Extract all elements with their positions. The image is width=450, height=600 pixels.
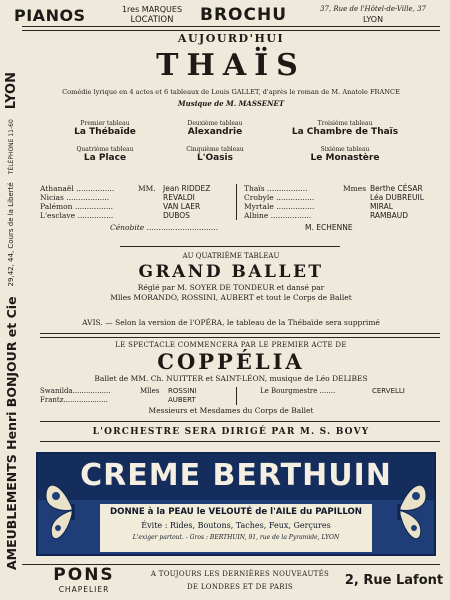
orchestra-divider-top [40, 421, 440, 422]
ad-creme-berthuin [36, 452, 436, 556]
tableau-5: Cinquième tableau L'Oasis [186, 146, 244, 163]
coppelia-mlles-label: Mlles [140, 387, 160, 395]
actor-aubert: AUBERT [168, 396, 196, 404]
header-address: 37, Rue de l'Hôtel-de-Ville, 37 [319, 5, 427, 13]
strip-address: 29,42, 44, Cours de la Liberté [7, 182, 15, 287]
role-albine: Albine ................. [244, 211, 312, 220]
header-pianos: PIANOS [14, 6, 86, 25]
ad-creme-title: CREME BERTHUIN [80, 458, 392, 493]
role-cenobite: Cénobite .............................. [110, 223, 219, 232]
role-myrtale: Myrtale ................ [244, 202, 315, 211]
header-brochu: BROCHU [200, 5, 288, 25]
header-marques: 1res MARQUES [121, 5, 183, 14]
actor-cervelli: CERVELLI [372, 387, 405, 395]
left-strip [0, 28, 22, 576]
coppelia-corps: Messieurs et Mesdames du Corps de Ballet [148, 406, 314, 415]
title-thais: THAÏS [156, 48, 306, 83]
coppelia-divider [40, 333, 440, 338]
role-nicias: Nicias .................. [40, 193, 110, 202]
strip-ameublements: AMEUBLEMENTS Henri BONJOUR et Cie [3, 296, 19, 570]
ballet-divider [120, 246, 340, 247]
ad-creme-tagline: DONNE à la PEAU le VELOUTÉ de l'AILE du PAPILLON [110, 507, 362, 517]
ad-pons-trade: CHAPELIER [58, 585, 110, 594]
header-location: LOCATION [130, 15, 174, 25]
actor-vanlaer: VAN LAER [163, 202, 201, 211]
role-athanael: Athanaël ................ [40, 184, 115, 193]
role-palemon: Palémon ................ [40, 202, 114, 211]
cast-men-label: MM. [138, 184, 156, 193]
orchestra-line: L'ORCHESTRE SERA DIRIGÉ PAR M. S. BOVY [92, 427, 370, 437]
actor-dubos: DUBOS [163, 211, 190, 220]
actor-revaldi: REVALDI [163, 193, 195, 202]
ballet-kicker: AU QUATRIÈME TABLEAU [182, 252, 280, 260]
ad-pons-line1: A TOUJOURS LES DERNIÈRES NOUVEAUTÉS [150, 570, 330, 578]
role-frantz: Frantz.................... [40, 396, 108, 404]
heading-aujourdhui: AUJOURD'HUI [177, 32, 285, 45]
header-divider [22, 26, 440, 31]
tableau-3: Troisième tableau La Chambre de Thaïs [291, 120, 399, 137]
ad-pons-name: PONS [53, 565, 115, 585]
ad-pons-address: 2, Rue Lafont [344, 573, 444, 588]
coppelia-credits: Ballet de MM. Ch. NUITTER et SAINT-LÉON, musique de Léo DELIBES [94, 374, 368, 383]
cast-divider [236, 184, 237, 220]
ad-pons-line2: DE LONDRES ET DE PARIS [187, 583, 293, 591]
actor-echenne: M. ECHENNE [305, 223, 353, 232]
tableau-4: Quatrième tableau La Place [76, 146, 134, 163]
actor-rossini: ROSSINI [168, 387, 197, 395]
role-esclave: L'esclave ............... [40, 211, 114, 220]
ad-creme-exiger: L'exiger partout. - Gros : BERTHUIN, 91, rue de la Pyramide, LYON [132, 534, 340, 541]
header-city: LYON [362, 15, 384, 24]
ballet-line2: Mlles MORANDO, ROSSINI, AUBERT et tout le Corps de Ballet [110, 293, 352, 302]
program-subtitle: Comédie lyrique en 4 actes et 6 tableaux de Louis GALLET, d'après le roman de M. Anatole FRANCE [62, 88, 400, 96]
actor-dubreuil: Léa DUBREUIL [370, 193, 424, 202]
title-grand-ballet: GRAND BALLET [138, 262, 324, 282]
tableau-1: Premier tableau La Thébaïde [74, 120, 136, 137]
coppelia-cast-divider [236, 387, 237, 405]
role-crobyle: Crobyle ................ [244, 193, 315, 202]
actor-miral: MIRAL [370, 202, 393, 211]
ballet-line1: Réglé par M. SOYER DE TONDEUR et dansé par [137, 283, 325, 292]
actor-cesar: Berthe CÉSAR [370, 184, 423, 193]
cast-women-label: Mmes [343, 184, 367, 193]
role-thais: Thaïs ................. [244, 184, 308, 193]
orchestra-divider-bottom [40, 441, 440, 442]
tableau-2: Deuxième tableau Alexandrie [187, 120, 243, 137]
program-music: Musique de M. MASSENET [177, 99, 285, 108]
strip-phone: TÉLÉPHONE 11-60 [7, 119, 15, 175]
role-bourgmestre: Le Bourgmestre ....... [260, 387, 336, 395]
actor-riddez: Jean RIDDEZ [163, 184, 211, 193]
actor-rambaud: RAMBAUD [370, 211, 409, 220]
strip-city: LYON [3, 72, 19, 110]
tableau-6: Sixième tableau Le Monastère [310, 146, 380, 163]
ballet-avis: AVIS. — Selon la version de l'OPÉRA, le tableau de la Thébaïde sera supprimé [82, 318, 380, 327]
role-swanilda: Swanilda................. [40, 387, 111, 395]
coppelia-kicker: LE SPECTACLE COMMENCERA PAR LE PREMIER ACTE DE [115, 341, 347, 349]
ad-creme-evite: Évite : Rides, Boutons, Taches, Feux, Gerçures [141, 521, 331, 530]
title-coppelia: COPPÉLIA [157, 349, 305, 374]
